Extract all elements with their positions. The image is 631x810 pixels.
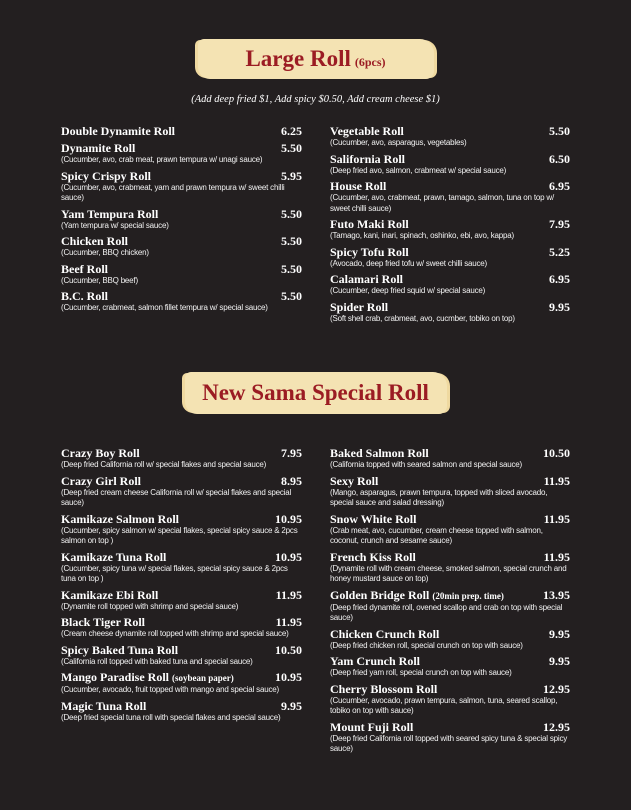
menu-item-row <box>330 272 570 286</box>
menu-item-price: 11.95 <box>275 615 302 629</box>
menu-item-name <box>330 654 420 668</box>
menu-item-row <box>330 217 570 231</box>
menu-item <box>61 124 302 138</box>
menu-item-name-text: Magic Tuna Roll <box>61 698 147 713</box>
menu-item <box>61 262 302 287</box>
menu-item-row <box>61 643 302 657</box>
menu-item-price: 6.95 <box>549 272 570 286</box>
menu-item-row <box>330 179 570 193</box>
menu-item <box>61 169 302 204</box>
menu-item-price: 10.95 <box>275 670 302 684</box>
menu-item-row <box>330 512 570 526</box>
menu-item-price: 6.95 <box>549 179 570 193</box>
menu-item <box>61 446 302 471</box>
menu-item-description: (Deep fried cream cheese California roll w/ special flakes and special sauce) <box>61 487 292 507</box>
menu-item-row <box>61 234 302 248</box>
large-roll-banner <box>198 39 434 79</box>
menu-item-description: (Cucumber, avo, crab meat, prawn tempura w/ unagi sauce) <box>61 155 263 164</box>
menu-item <box>61 512 302 547</box>
menu-item-price: 11.95 <box>543 511 570 526</box>
menu-item-name-text: Vegetable Roll <box>330 124 404 138</box>
menu-item-description: (Cucumber, spicy tuna w/ special flakes, special spicy sauce & 2pcs tuna on top ) <box>61 563 288 583</box>
menu-item-name <box>61 670 234 685</box>
menu-item <box>61 141 302 166</box>
menu-item-description: (Mango, asparagus, prawn tempura, topped with sliced avocado, special sauce and salad dressing) <box>330 487 548 507</box>
large-roll-right-column <box>330 124 570 327</box>
add-ons-note: (Add deep fried $1, Add spicy $0.50, Add cream cheese $1) <box>191 94 440 105</box>
special-roll-title: New Sama Special Roll <box>202 380 429 405</box>
special-roll-banner <box>185 372 447 414</box>
menu-item-name <box>61 512 179 526</box>
menu-item-row <box>61 124 302 138</box>
menu-item-price: 11.95 <box>543 473 570 488</box>
special-roll-right-column <box>330 446 570 758</box>
menu-item-row <box>330 682 570 696</box>
menu-item-name-text: Kamikaze Ebi Roll <box>61 587 159 602</box>
menu-item <box>61 289 302 314</box>
menu-item-name <box>330 627 439 641</box>
menu-item-description: (Deep fried dynamite roll, ovened scallop and crab on top with special sauce) <box>330 602 563 622</box>
menu-item-name-text: Black Tiger Roll <box>61 615 146 629</box>
menu-item-row <box>61 446 302 460</box>
menu-item <box>61 670 302 696</box>
menu-item-price: 7.95 <box>549 217 570 231</box>
menu-item-name-text: Golden Bridge Roll <box>330 587 430 602</box>
menu-item <box>330 300 570 325</box>
menu-item-row <box>61 141 302 155</box>
menu-item-name <box>61 699 146 713</box>
menu-item <box>330 627 570 652</box>
menu-item-name <box>330 245 409 259</box>
menu-item-name <box>61 234 128 248</box>
menu-item-name-text: Double Dynamite Roll <box>61 124 175 138</box>
menu-item-price: 5.50 <box>281 234 302 248</box>
menu-item-description: (Deep fried California roll w/ special flakes and special sauce) <box>61 460 267 469</box>
menu-item-name <box>61 124 175 138</box>
menu-item-row <box>61 207 302 221</box>
menu-item-note: (soybean paper) <box>172 673 234 683</box>
menu-item-name <box>61 474 141 488</box>
menu-item-row <box>61 262 302 276</box>
menu-item-price: 10.95 <box>275 511 302 526</box>
menu-item-price: 10.95 <box>275 549 302 564</box>
menu-item-name-text: Cherry Blossom Roll <box>330 681 438 696</box>
menu-item-name-text: Calamari Roll <box>330 272 403 286</box>
menu-item-description: (Dynamite roll topped with shrimp and special sauce) <box>61 601 239 611</box>
menu-item-price: 13.95 <box>543 587 570 602</box>
menu-item-row <box>330 124 570 138</box>
menu-item-price: 5.95 <box>281 168 302 183</box>
menu-item <box>330 217 570 242</box>
menu-item-name-text: French Kiss Roll <box>330 549 416 564</box>
menu-item-name-text: Crazy Boy Roll <box>61 446 140 460</box>
menu-item-name <box>61 643 178 657</box>
menu-item-row <box>330 654 570 668</box>
menu-item-name-text: Kamikaze Salmon Roll <box>61 511 180 526</box>
menu-item-name <box>330 300 388 314</box>
menu-item-price: 9.95 <box>549 626 570 641</box>
menu-item-name <box>330 720 413 734</box>
menu-item-name-text: Yam Crunch Roll <box>330 654 421 668</box>
menu-item-price: 6.25 <box>281 124 302 138</box>
menu-item-price: 7.95 <box>281 446 302 460</box>
menu-item-name <box>61 289 108 303</box>
menu-item-name-text: Mount Fuji Roll <box>330 719 414 734</box>
menu-item-row <box>330 474 570 488</box>
menu-item-name-text: Kamikaze Tuna Roll <box>61 549 167 564</box>
menu-item-name-text: B.C. Roll <box>61 289 109 303</box>
menu-item-row <box>330 720 570 734</box>
menu-item-row <box>61 699 302 713</box>
menu-item-name <box>330 179 386 193</box>
menu-item-name <box>61 550 166 564</box>
menu-item-name <box>61 446 140 460</box>
menu-item-description: (California topped with seared salmon and special sauce) <box>330 460 523 469</box>
menu-item-row <box>330 152 570 166</box>
menu-item-price: 9.95 <box>549 654 570 668</box>
menu-item-price: 6.50 <box>549 151 570 166</box>
menu-item-row <box>330 588 570 603</box>
menu-item-name-text: Chicken Roll <box>61 234 129 248</box>
menu-item <box>61 588 302 613</box>
menu-item-price: 11.95 <box>543 549 570 564</box>
menu-item <box>330 179 570 214</box>
menu-item <box>330 512 570 547</box>
menu-item-name-text: Chicken Crunch Roll <box>330 626 440 641</box>
menu-item-row <box>330 245 570 259</box>
menu-item-name-text: Spicy Baked Tuna Roll <box>61 642 179 657</box>
menu-item-row <box>330 300 570 314</box>
menu-item-price: 5.50 <box>281 261 302 276</box>
menu-item-description: (Cucumber, BBQ beef) <box>61 275 138 285</box>
menu-item-row <box>61 670 302 685</box>
menu-item-description: (Tamago, kani, inari, spinach, oshinko, ebi, avo, kappa) <box>330 231 515 240</box>
menu-item-price: 9.95 <box>281 698 302 713</box>
menu-item-description: (California roll topped with baked tuna and special sauce) <box>61 656 253 666</box>
menu-item-description: (Cream cheese dynamite roll topped with shrimp and special sauce) <box>61 629 289 638</box>
menu-item <box>61 474 302 509</box>
menu-item <box>330 588 570 624</box>
large-roll-title: Large Roll <box>245 46 351 71</box>
menu-item-name-text: Crazy Girl Roll <box>61 473 141 488</box>
menu-item-note: (20min prep. time) <box>432 590 504 601</box>
menu-item-name-text: Sexy Roll <box>330 473 379 488</box>
menu-item-row <box>61 169 302 183</box>
menu-item-row <box>61 550 302 564</box>
menu-item-description: (Cucumber, avo, asparagus, vegetables) <box>330 138 467 147</box>
menu-item-row <box>61 588 302 602</box>
menu-item-row <box>61 512 302 526</box>
menu-item-price: 12.95 <box>543 719 570 734</box>
menu-item-name <box>330 272 403 286</box>
menu-item <box>61 643 302 668</box>
menu-item-name <box>61 207 158 221</box>
menu-item-name-text: Spicy Crispy Roll <box>61 168 152 183</box>
menu-item <box>330 682 570 717</box>
menu-item-name <box>330 474 378 488</box>
menu-item-name <box>330 588 504 603</box>
menu-item <box>330 474 570 509</box>
menu-item-name <box>330 152 405 166</box>
menu-item-name <box>330 550 416 564</box>
menu-item-price: 9.95 <box>549 299 570 314</box>
menu-item <box>61 207 302 232</box>
menu-item-name <box>61 262 108 276</box>
menu-item <box>330 654 570 679</box>
menu-item-price: 5.25 <box>549 244 570 259</box>
menu-item-name <box>61 588 158 602</box>
menu-item <box>330 720 570 755</box>
menu-item-row <box>330 446 570 460</box>
menu-item-name-text: Mango Paradise Roll <box>61 670 169 684</box>
large-roll-left-column <box>61 124 302 317</box>
menu-item-description: (Deep fried special tuna roll with special flakes and special sauce) <box>61 712 281 722</box>
menu-item-description: (Dynamite roll with cream cheese, smoked salmon, special crunch and honey mustard sauce on top) <box>330 563 567 583</box>
menu-item-description: (Cucumber, BBQ chicken) <box>61 248 149 257</box>
menu-item-description: (Deep fried chicken roll, special crunch on top with sauce) <box>330 640 523 650</box>
menu-item-price: 5.50 <box>281 289 302 303</box>
menu-item-price: 10.50 <box>543 446 570 460</box>
menu-item-name-text: Spider Roll <box>330 299 389 314</box>
menu-item-name-text: Baked Salmon Roll <box>330 446 429 460</box>
menu-item-name-text: Yam Tempura Roll <box>61 206 159 221</box>
menu-item-description: (Deep fried yam roll, special crunch on top with sauce) <box>330 668 512 677</box>
large-roll-pcs: (6pcs) <box>354 55 386 69</box>
menu-item-description: (Cucumber, avocado, fruit topped with mango and special sauce) <box>61 685 279 694</box>
menu-item-description: (Cucumber, avocado, prawn tempura, salmon, tuna, seared scallop, tobiko on top with sauce) <box>330 695 558 715</box>
menu-item <box>330 124 570 149</box>
menu-item-name-text: House Roll <box>330 179 387 193</box>
menu-item-name-text: Futo Maki Roll <box>330 217 409 231</box>
menu-item <box>330 446 570 471</box>
menu-item-name <box>330 682 437 696</box>
menu-item-name-text: Dynamite Roll <box>61 141 136 155</box>
menu-item <box>61 550 302 585</box>
menu-item-description: (Yam tempura w/ special sauce) <box>61 220 169 230</box>
menu-item-description: (Cucumber, avo, crabmeat, yam and prawn tempura w/ sweet chilli sauce) <box>61 182 285 202</box>
menu-item-description: (Soft shell crab, crabmeat, avo, cucmber, tobiko on top) <box>330 313 515 323</box>
menu-item-name <box>330 512 416 526</box>
menu-item-description: (Deep fried California roll topped with seared spicy tuna & special spicy sauce) <box>330 733 568 753</box>
menu-item <box>330 152 570 177</box>
menu-item <box>330 550 570 585</box>
menu-item-description: (Cucumber, spicy salmon w/ special flakes, special spicy sauce & 2pcs salmon on top ) <box>61 525 298 545</box>
menu-item <box>61 615 302 640</box>
menu-item-price: 5.50 <box>281 206 302 221</box>
menu-item-price: 8.95 <box>281 473 302 488</box>
menu-item-description: (Deep fried avo, salmon, crabmeat w/ special sauce) <box>330 165 507 175</box>
menu-item-row <box>61 615 302 629</box>
menu-item-price: 10.50 <box>275 642 302 657</box>
menu-item-name <box>61 169 151 183</box>
menu-item-name <box>330 124 404 138</box>
menu-item-name-text: Snow White Roll <box>330 511 417 526</box>
menu-item-row <box>61 289 302 303</box>
menu-item-price: 5.50 <box>281 141 302 155</box>
menu-item <box>330 245 570 270</box>
menu-item-description: (Avocado, deep fried tofu w/ sweet chilli sauce) <box>330 258 488 268</box>
menu-item-name-text: Salifornia Roll <box>330 151 406 166</box>
menu-item-row <box>61 474 302 488</box>
menu-item-name <box>61 141 135 155</box>
menu-item-price: 12.95 <box>543 681 570 696</box>
menu-item-row <box>330 627 570 641</box>
menu-item-price: 5.50 <box>549 124 570 138</box>
menu-item-name-text: Beef Roll <box>61 261 108 276</box>
menu-item-price: 11.95 <box>275 587 302 602</box>
menu-item-description: (Cucumber, deep fried squid w/ special sauce) <box>330 286 486 295</box>
menu-item-name <box>330 446 429 460</box>
menu-item-row <box>330 550 570 564</box>
special-roll-left-column <box>61 446 302 726</box>
menu-item <box>61 699 302 724</box>
menu-item-description: (Cucumber, avo, crabmeat, prawn, tamago, salmon, tuna on top w/ sweet chilli sauce) <box>330 193 554 213</box>
menu-item <box>61 234 302 259</box>
menu-item-name <box>61 615 145 629</box>
menu-item-description: (Cucumber, crabmeat, salmon fillet tempura w/ special sauce) <box>61 303 268 312</box>
menu-item-name-text: Spicy Tofu Roll <box>330 244 409 259</box>
menu-item-name <box>330 217 409 231</box>
menu-item-description: (Crab meat, avo, cucumber, cream cheese topped with salmon, coconut, crunch and sesame sauce) <box>330 525 543 545</box>
menu-item <box>330 272 570 297</box>
